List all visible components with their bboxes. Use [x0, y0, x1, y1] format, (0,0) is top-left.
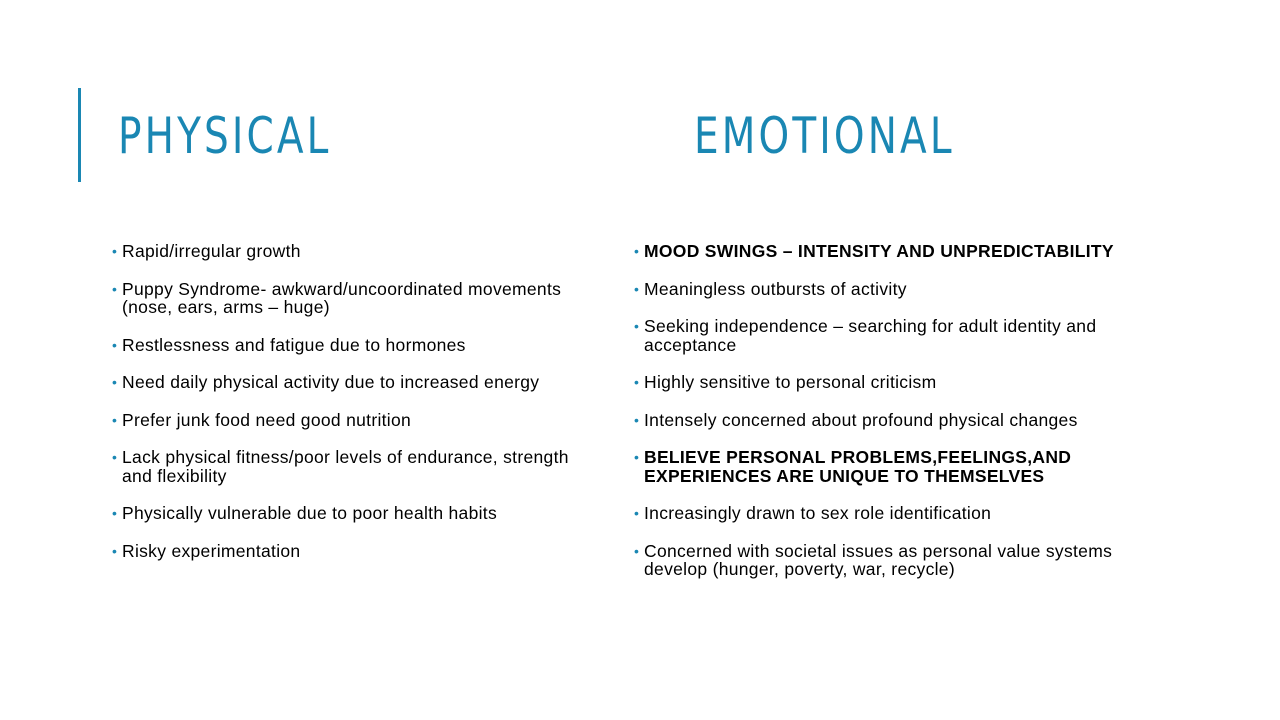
bullet-icon: •: [112, 505, 118, 521]
bullet-icon: •: [112, 449, 118, 465]
bullet-icon: •: [112, 542, 118, 559]
bullet-icon: •: [634, 318, 640, 334]
list-item: • Puppy Syndrome- awkward/uncoordinated movements (nose, ears, arms – huge): [112, 278, 562, 317]
heading-emotional: EMOTIONAL: [694, 107, 955, 165]
list-item: • Meaningless outbursts of activity: [634, 278, 907, 299]
bullet-icon: •: [634, 542, 640, 559]
bullet-icon: •: [634, 374, 640, 390]
list-item: • Risky experimentation: [112, 540, 301, 561]
bullet-icon: •: [634, 449, 640, 465]
list-item: • Rapid/irregular growth: [112, 241, 301, 261]
list-item: • MOOD SWINGS – INTENSITY AND UNPREDICTABILITY: [634, 241, 1114, 261]
physical-list: [112, 242, 582, 579]
list-item: • Restlessness and fatigue due to hormones: [112, 334, 466, 355]
list-item: • Increasingly drawn to sex role identification: [634, 503, 992, 523]
bullet-icon: •: [634, 505, 640, 521]
list-item: • Prefer junk food need good nutrition: [112, 409, 412, 430]
bullet-icon: •: [634, 243, 640, 259]
bullet-icon: •: [112, 336, 118, 353]
bullet-icon: •: [634, 280, 640, 297]
bullet-icon: •: [112, 411, 118, 428]
list-item: • Seeking independence – searching for adult identity and acceptance: [634, 316, 1097, 355]
list-item: • BELIEVE PERSONAL PROBLEMS,FEELINGS,AND EXPERIENCES ARE UNIQUE TO THEMSELVES: [634, 447, 1072, 486]
bullet-icon: •: [112, 374, 118, 390]
emotional-list: [634, 242, 1134, 598]
list-item: • Need daily physical activity due to increased energy: [112, 372, 540, 392]
heading-physical: PHYSICAL: [118, 107, 332, 165]
list-item: • Concerned with societal issues as personal value systems develop (hunger, poverty, war, recycle): [634, 540, 1113, 579]
list-item: • Lack physical fitness/poor levels of endurance, strength and flexibility: [112, 447, 569, 486]
list-item: • Intensely concerned about profound physical changes: [634, 409, 1078, 430]
title-accent-bar: [78, 88, 81, 182]
list-item: • Physically vulnerable due to poor health habits: [112, 503, 498, 523]
bullet-icon: •: [112, 280, 118, 297]
list-item: • Highly sensitive to personal criticism: [634, 372, 937, 392]
bullet-icon: •: [634, 411, 640, 428]
bullet-icon: •: [112, 243, 118, 259]
